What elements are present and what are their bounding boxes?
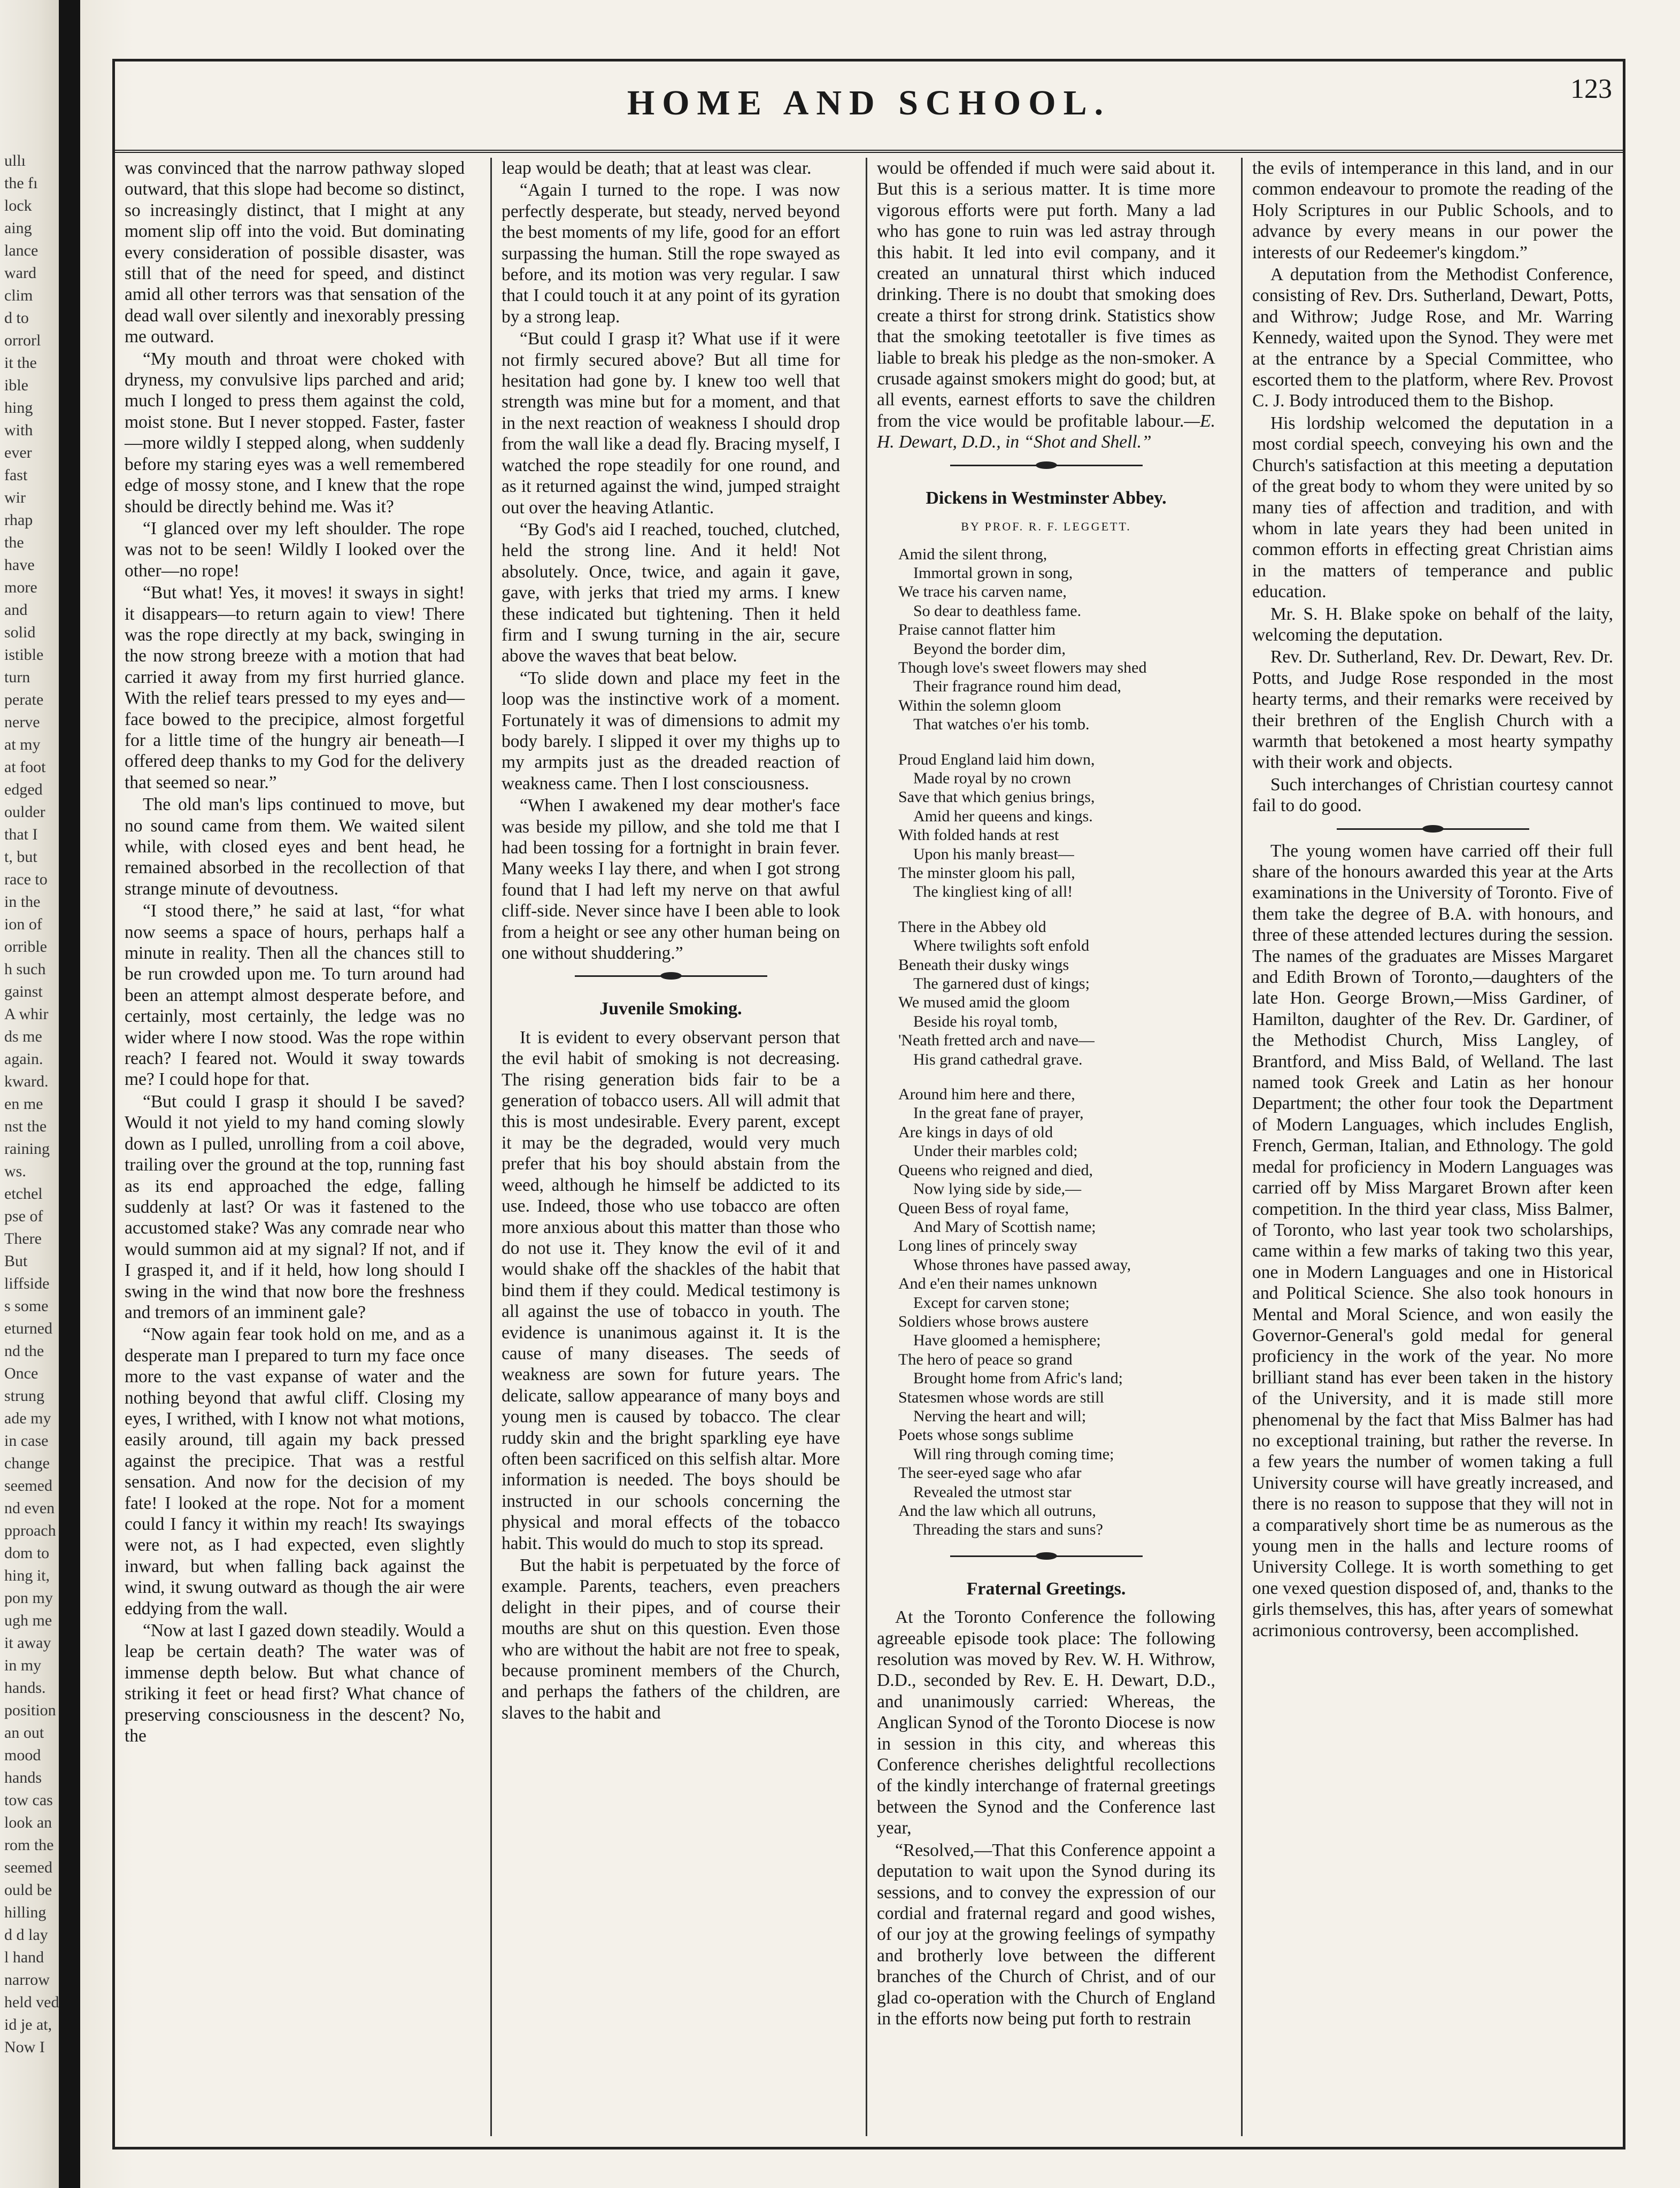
binding-fragment: narrow (4, 1971, 50, 1989)
poem-stanza (898, 918, 1215, 1069)
binding-fragment: But (4, 1252, 28, 1270)
poem-line: Except for carven stone; (913, 1293, 1070, 1312)
binding-fragment: eturned (4, 1320, 52, 1337)
binding-fragment: lock (4, 197, 32, 214)
poem-stanza (898, 750, 1215, 902)
binding-fragment: fast (4, 466, 28, 484)
poem-line: The seer-eyed sage who afar (898, 1464, 1082, 1482)
binding-fragment: l hand (4, 1948, 44, 1966)
binding-fragment: liffside (4, 1275, 50, 1292)
article-paragraph: At the Toronto Conference the following agreeable episode took place: The following resolution was moved by Rev. W. H. Withrow, D.D., seconded by Rev. E. H. Dewart, D.D., and unanimously carried: Whereas, the Anglican Synod of the Toronto Diocese is now in session in this city, and whereas this Conference cherishes delightful recollections of the kindly interchange of fraternal greetings between the Synod and the Conference last year, (877, 1607, 1215, 1838)
binding-fragment: d d lay (4, 1926, 48, 1944)
binding-fragment: the fı (4, 174, 38, 192)
column-2 (490, 158, 850, 2136)
binding-fragment: have (4, 556, 35, 574)
binding-fragment: edged (4, 781, 43, 798)
poem-line: 'Neath fretted arch and nave— (898, 1031, 1095, 1050)
binding-fragment: seemed (4, 1477, 52, 1494)
article-text: would be offended if much were said about it. But this is a serious matter. It is time more vigorous efforts were put forth. Many a lad who has gone to ruin was led astray through this habit. It led into evil company, and it created an unnatural thirst which induced drinking. There is no doubt that smoking does create a thirst for strong drink. Statistics show that the smoking teetotaller is five times as liable to break his pledge as the non-smoker. A crusade against smokers might do good; but, at all events, earnest efforts to save the children from the vice would be profitable labour. (877, 158, 1215, 431)
poem-line: Queen Bess of royal fame, (898, 1199, 1069, 1217)
poem-line: His grand cathedral grave. (913, 1050, 1083, 1068)
article-heading: Fraternal Greetings. (966, 1578, 1126, 1599)
section-divider (950, 1555, 1143, 1562)
story-paragraph: “Now at last I gazed down steadily. Would a leap be certain death? The water was of immense depth below. But what chance of striking it feet or head first? What chance of preserving consciousness in the descent? No, the (125, 1621, 465, 1746)
binding-fragment: lance (4, 242, 38, 259)
binding-fragment: tow cas (4, 1791, 53, 1809)
binding-fragment: in case (4, 1432, 49, 1450)
poem-line: Immortal grown in song, (913, 564, 1073, 582)
binding-fragment: oulder (4, 803, 45, 821)
article-paragraph (877, 158, 1215, 453)
poem-line: Where twilights soft enfold (913, 937, 1090, 955)
poem-line: Upon his manly breast— (913, 845, 1074, 863)
binding-fragment: aing (4, 219, 32, 237)
binding-fragment: strung (4, 1387, 44, 1405)
binding-fragment: wir (4, 489, 26, 506)
binding-fragment: ever (4, 444, 32, 461)
binding-fragment: turn (4, 668, 30, 686)
binding-fragment: en me (4, 1095, 43, 1113)
binding-fragment: istible (4, 646, 44, 664)
poem-line: Beneath their dusky wings (898, 956, 1069, 974)
binding-fragment: position (4, 1701, 56, 1719)
binding-fragment: in the (4, 893, 41, 911)
story-paragraph: The old man's lips continued to move, but no sound came from them. We waited silent while, with closed eyes and bent head, he remained absorbed in the recollection of that strange minute of devoutness. (125, 795, 465, 899)
story-paragraph: “But could I grasp it? What use if it were not firmly secured above? But all time for hesitation had gone by. I knew too well that strength was mine but for a moment, and that in the next reaction of weakness I should drop from the wall like a dead fly. Bracing myself, I watched the rope steadily for one round, and as it returned against the wind, jumped straight out over the heaving Atlantic. (502, 329, 840, 518)
poem-line: Their fragrance round him dead, (913, 677, 1121, 696)
poem-line: There in the Abbey old (898, 918, 1046, 936)
binding-fragment: change (4, 1454, 50, 1472)
binding-fragment: Once (4, 1365, 38, 1382)
binding-fragment: mood (4, 1746, 41, 1764)
binding-fragment: clim (4, 287, 33, 304)
article-paragraph: “Resolved,—That this Conference appoint a deputation to wait upon the Synod during its sessions, and to convey the expression of our cordial and fraternal regard and good wishes, of our joy at the growing feelings of sympathy and brotherly love between the different branches of the Church of Christ, and of our glad co-operation with the Church of England in the efforts now being put forth to restrain (877, 1840, 1215, 2029)
binding-fragment: rom the (4, 1836, 54, 1854)
poem-line: And e'en their names unknown (898, 1275, 1097, 1293)
story-paragraph: “But could I grasp it should I be saved? Would it not yield to my hand coming slowly down as I pulled, unrolling from a coil above, trailing over the ground at the top, running fast as its end approached the edge, falling suddenly at last? Or was it fastened to the accustomed stake? Was any comrade near who would summon aid at my signal? If not, and if I grasped it, and if it held, how long should I swing in the wind that now bore the freshness and tremors of an imminent gale? (125, 1091, 465, 1322)
poem-line: Made royal by no crown (913, 769, 1071, 787)
page-number: 123 (1570, 74, 1612, 104)
binding-fragment: raining (4, 1140, 50, 1158)
binding-fragment: rhap (4, 511, 33, 529)
poem-line: Within the solemn gloom (898, 696, 1061, 714)
binding-fragment: hing (4, 399, 33, 417)
poem-line: Though love's sweet flowers may shed (898, 658, 1147, 676)
binding-fragment: ullı (4, 152, 26, 170)
section-divider (950, 465, 1143, 472)
poem-line: Beside his royal tomb, (913, 1012, 1058, 1030)
binding-fragment: again. (4, 1050, 43, 1068)
poem-line: Soldiers whose brows austere (898, 1312, 1089, 1330)
binding-fragment: nst the (4, 1118, 47, 1135)
binding-fragment: ible (4, 376, 28, 394)
binding-fragment: an out (4, 1724, 44, 1742)
binding-fragment: that I (4, 826, 38, 843)
poem-line: And Mary of Scottish name; (913, 1218, 1096, 1236)
column-4 (1241, 158, 1623, 2136)
binding-fragment: There (4, 1230, 42, 1247)
binding-fragment: pse of (4, 1207, 43, 1225)
section-divider (1337, 828, 1529, 835)
story-paragraph: “I stood there,” he said at last, “for what now seems a space of hours, perhaps half a minute in reality. Then all the chances still to be run crowded upon me. To turn around had been an attempt almost desperate before, and certainly, most certainly, the ledge was no wider where I now stood. Was the rope within reach? I feared not. Would it sway towards me? I could hope for that. (125, 901, 465, 1090)
binding-fragment: pproach (4, 1522, 56, 1539)
poem-line: Save that which genius brings, (898, 788, 1095, 806)
binding-strip (59, 0, 80, 2188)
binding-fragment: perate (4, 691, 44, 708)
binding-fragment: pon my (4, 1589, 53, 1607)
poem-line: Are kings in days of old (898, 1123, 1053, 1141)
binding-fragment: orrible (4, 938, 47, 956)
binding-fragment: kward. (4, 1073, 49, 1090)
poem-line: Beyond the border dim, (913, 640, 1066, 658)
poem-line: The garnered dust of kings; (913, 975, 1090, 993)
binding-fragment: hilling (4, 1904, 47, 1921)
article-paragraph: Mr. S. H. Blake spoke on behalf of the laity, welcoming the deputation. (1252, 604, 1613, 645)
article-paragraph: It is evident to every observant person that the evil habit of smoking is not decreasing. The rising generation bids fair to be a generation of tobacco users. All will admit that this is most undesirable. Every parent, except it may be the degraded, would very much prefer that his boy should abstain from the weed, although he himself be addicted to its use. Indeed, those who use tobacco are often more anxious about this matter than those who do not use it. They know the evil of it and would shake off the shackles of the habit that bind them if they could. Medical testimony is all against the use of tobacco in youth. The evidence is unanimous against it. It is the cause of many diseases. The seeds of weakness are sown for future years. The delicate, sallow appearance of many boys and young men is caused by tobacco. The clear ruddy skin and the bright sparkling eye have often been sacrificed on this selfish altar. More information is needed. The boys should be instructed in our schools concerning the physical and moral effects of the tobacco habit. This would do much to stop its spread. (502, 1027, 840, 1553)
story-paragraph: “To slide down and place my feet in the loop was the instinctive work of a moment. Fortunately it was of dimensions to admit my body barely. I slipped it over my thighs up to my armpits just as the dreaded reaction of weakness came. Then I lost consciousness. (502, 668, 840, 793)
binding-fragment: orrorl (4, 332, 41, 349)
article-paragraph: Such interchanges of Christian courtesy cannot fail to do good. (1252, 774, 1613, 816)
binding-fragment: it away (4, 1634, 51, 1652)
binding-fragment: gainst (4, 983, 43, 1000)
binding-fragment: nd even (4, 1499, 55, 1517)
poem-stanza (898, 1085, 1215, 1539)
binding-fragment: hing it, (4, 1567, 50, 1584)
poem-line: Poets whose songs sublime (898, 1426, 1074, 1444)
poem-line: That watches o'er his tomb. (913, 715, 1090, 734)
article-paragraph: The young women have carried off their full share of the honours awarded this year at the Arts examinations in the University of Toronto. Five of them take the degree of B.A. with honours, and three of these attended lectures during the session. The names of the graduates are Misses Margaret and Edith Brown of Toronto,—daughters of the late Hon. George Brown,—Miss Gardiner, of Hamilton, daughter of the Rev. Dr. Gardiner, of the Methodist Church, Miss Langley, of Brantford, and Miss Bald, of Welland. The last named took Greek and Latin as her honour Department; the other four took the Department of Modern Languages, which includes English, French, German, Italian, and Ethnology. The gold medal for proficiency in Modern Languages was carried off by Miss Margaret Brown after keen competition. In the third year class, Miss Balmer, of Toronto, who last year took two scholarships, came within a few marks of taking two this year, one in Modern Languages and one in Historical and Political Science. She also took honours in Mental and Moral Science, and won easily the Governor-General's gold medal for general proficiency in the work of the year. No more brilliant stand has ever been taken in the history of the University, and it is made still more phenomenal by the fact that Miss Balmer has had no exceptional training, but rather the reverse. In a few years the number of women taking a full University course will have greatly increased, and there is no reason to suppose that they will not in a comparatively short time be as numerous as the young men in the halls and lecture rooms of University College. It is worth something to get one vexed question disposed of, and, thanks to the girls themselves, this has, after years of somewhat acrimonious controversy, been accomplished. (1252, 841, 1613, 1640)
poem-line: Have gloomed a hemisphere; (913, 1331, 1101, 1350)
binding-fragment: nerve (4, 713, 40, 731)
binding-fragment: in my (4, 1657, 42, 1674)
binding-fragment: it the (4, 354, 37, 372)
binding-fragment: dom to (4, 1544, 50, 1562)
story-paragraph: was convinced that the narrow pathway sloped outward, that this slope had become so distinct, so increasingly distinct, that I might at any moment slip off into the void. But dominating every consideration of possible disaster, was still that of the need for speed, and distinct amid all other terrors was that sensation of the dead wall over silently and inexorably pressing me outward. (125, 158, 465, 347)
binding-fragment: ws. (4, 1162, 26, 1180)
binding-fragment: Now I (4, 2038, 45, 2056)
poem-byline: BY PROF. R. F. LEGGETT. (961, 520, 1131, 534)
binding-fragment: d to (4, 309, 29, 327)
binding-text-fragments (4, 150, 57, 2059)
story-paragraph: “I glanced over my left shoulder. The rope was not to be seen! Wildly I looked over the other—no rope! (125, 518, 465, 581)
poem-line: Revealed the utmost star (913, 1483, 1072, 1501)
story-paragraph: “But what! Yes, it moves! it sways in sight! it disappears—to return again to view! There was the rope directly at my back, swinging in the now strong breeze with a motion that had carried it away from my first hurried glance. With the relief tears pressed to my eyes and—face bowed to the precipice, almost forgetful for a little time of the hungry air beneath—I offered deep thanks to my God for the delivery that seemed so near.” (125, 583, 465, 792)
binding-fragment: A whir (4, 1005, 49, 1023)
poem-line: Will ring through coming time; (913, 1445, 1114, 1463)
poem-line: Long lines of princely sway (898, 1237, 1077, 1255)
section-divider (575, 975, 767, 982)
binding-fragment: at my (4, 736, 41, 753)
binding-fragment: ugh me (4, 1612, 52, 1629)
poem-line: The hero of peace so grand (898, 1350, 1073, 1368)
poem-heading: Dickens in Westminster Abbey. (926, 488, 1167, 508)
binding-fragment: ward (4, 264, 36, 282)
story-paragraph: leap would be death; that at least was clear. (502, 158, 812, 178)
publication-title: HOME AND SCHOOL. (627, 83, 1111, 122)
poem-line: Queens who reigned and died, (898, 1161, 1093, 1179)
poem-line: Proud England laid him down, (898, 750, 1095, 768)
poem-line: Threading the stars and suns? (913, 1521, 1103, 1539)
article-paragraph: But the habit is perpetuated by the force of example. Parents, teachers, even preachers delight in their pipes, and of course their mouths are shut on this question. Even those who are without the habit are not free to speak, because prominent members of the Church, and perhaps the fathers of the children, are slaves to the habit and (502, 1555, 840, 1723)
poem-stanza (898, 545, 1215, 734)
story-paragraph: “My mouth and throat were choked with dryness, my convulsive lips parched and arid; much I longed to press them against the cold, moist stone. But I never stopped. Faster, faster—more wildly I stepped along, when suddenly before my staring eyes was a well remembered edge of mossy stone, and I knew that the rope should be directly behind me. Was it? (125, 349, 465, 517)
article-paragraph: His lordship welcomed the deputation in a most cordial speech, conveying his own and the Church's satisfaction at this meeting a deputation of the great body to whom they were united by so many ties of affection and tradition, and with whom in late years they had been united in common efforts in effecting great Christian aims in the matters of temperance and public education. (1252, 413, 1613, 602)
poem-line: Whose thrones have passed away, (913, 1255, 1131, 1274)
binding-fragment: race to (4, 870, 48, 888)
binding-fragment: ion of (4, 915, 42, 933)
article-paragraph: the evils of intemperance in this land, and in our common endeavour to promote the reading of the Holy Scriptures in our Public Schools, and to advance by every means in our power the interests of our Redeemer's kingdom.” (1252, 158, 1613, 263)
binding-fragment: hands (4, 1769, 42, 1786)
story-paragraph: “By God's aid I reached, touched, clutched, held the strong line. And it held! Not absolutely. Once, twice, and again it gave, gave, with jerks that tried my arms. I knew these indicated but tightening. Then it held firm and I swung turning in the air, secure above the waves that beat below. (502, 519, 840, 666)
binding-fragment: seemed (4, 1859, 52, 1876)
column-1 (115, 158, 474, 2136)
binding-fragment: and (4, 601, 28, 619)
poem-line: With folded hands at rest (898, 826, 1059, 844)
poem-line: Amid her queens and kings. (913, 807, 1093, 825)
binding-fragment: solid (4, 623, 36, 641)
story-paragraph: “Again I turned to the rope. I was now perfectly desperate, but steady, nerved beyond the best moments of my life, good for an effort surpassing the human. Still the rope swayed as before, and its motion was very regular. I saw that I could touch it at any point of its gyration by a strong leap. (502, 180, 840, 327)
binding-fragment: held ved (4, 1993, 59, 2011)
poem-line: Under their marbles cold; (913, 1142, 1078, 1160)
story-paragraph: “Now again fear took hold on me, and as a desperate man I prepared to turn my face once more to the vast expanse of water and the nothing beyond that awful cliff. Closing my eyes, I writhed, with I know not what motions, easily around, till again my back pressed against the precipice. That was a restful sensation. And now for the decision of my fate! I looked at the rope. Not for a moment could I fancy it within my reach! Its swayings were not, as I had expected, even slightly inward, but when falling back against the wind, it swung outward as though the air were eddying from the wall. (125, 1324, 465, 1619)
binding-fragment: more (4, 579, 37, 596)
binding-fragment: ade my (4, 1409, 51, 1427)
poem-line: Statesmen whose words are still (898, 1388, 1104, 1406)
poem-line: Praise cannot flatter him (898, 621, 1056, 639)
binding-fragment: the (4, 534, 24, 551)
newspaper-page (112, 59, 1625, 2150)
column-3 (866, 158, 1225, 2136)
masthead (115, 61, 1623, 153)
article-heading: Juvenile Smoking. (599, 999, 742, 1019)
poem (898, 545, 1215, 1539)
binding-fragment: nd the (4, 1342, 44, 1360)
binding-fragment: at foot (4, 758, 46, 776)
poem-line: The kingliest king of all! (913, 883, 1073, 901)
poem-line: And the law which all outruns, (898, 1502, 1096, 1520)
columns (115, 158, 1623, 2136)
article-signature: —E. H. Dewart, D.D., in “Shot and Shell.” (877, 411, 1215, 452)
binding-fragment: s some (4, 1297, 49, 1315)
binding-fragment: h such (4, 960, 46, 978)
poem-line: Brought home from Afric's land; (913, 1369, 1123, 1388)
poem-line: Amid the silent throng, (898, 545, 1047, 563)
poem-line: We mused amid the gloom (898, 993, 1070, 1012)
binding-fragment: hands. (4, 1679, 46, 1697)
poem-line: Around him here and there, (898, 1085, 1075, 1104)
story-paragraph: “When I awakened my dear mother's face was beside my pillow, and she told me that I had been tossing for a fortnight in brain fever. Many weeks I lay there, and when I got strong found that I had left my nerve on that awful cliff-side. Never since have I been able to look from a height or see any other human being on one without shuddering.” (502, 796, 840, 964)
binding-fragment: etchel (4, 1185, 43, 1203)
binding-fragment: ould be (4, 1881, 52, 1899)
poem-line: So dear to deathless fame. (913, 602, 1082, 620)
poem-line: Now lying side by side,— (913, 1180, 1082, 1198)
binding-fragment: ds me (4, 1028, 42, 1045)
article-paragraph: Rev. Dr. Sutherland, Rev. Dr. Dewart, Rev. Dr. Potts, and Judge Rose responded in the most hearty terms, and their remarks were received by their brethren of the English Church with a warmth that betokened a most hearty sympathy with their work and objects. (1252, 647, 1613, 773)
binding-fragment: t, but (4, 848, 37, 866)
binding-fragment: id je at, (4, 2016, 52, 2033)
poem-line: The minster gloom his pall, (898, 864, 1075, 882)
binding-fragment: look an (4, 1814, 52, 1831)
binding-fragment: with (4, 421, 33, 439)
poem-line: Nerving the heart and will; (913, 1407, 1086, 1425)
poem-line: In the great fane of prayer, (913, 1104, 1084, 1122)
poem-line: We trace his carven name, (898, 583, 1067, 601)
article-paragraph: A deputation from the Methodist Conference, consisting of Rev. Drs. Sutherland, Dewart, Potts, and Withrow; Judge Rose, and Mr. Warring Kennedy, waited upon the Synod. They were met at the entrance by a Special Committee, who escorted them to the platform, where Rev. Provost C. J. Body introduced them to the Bishop. (1252, 265, 1613, 411)
